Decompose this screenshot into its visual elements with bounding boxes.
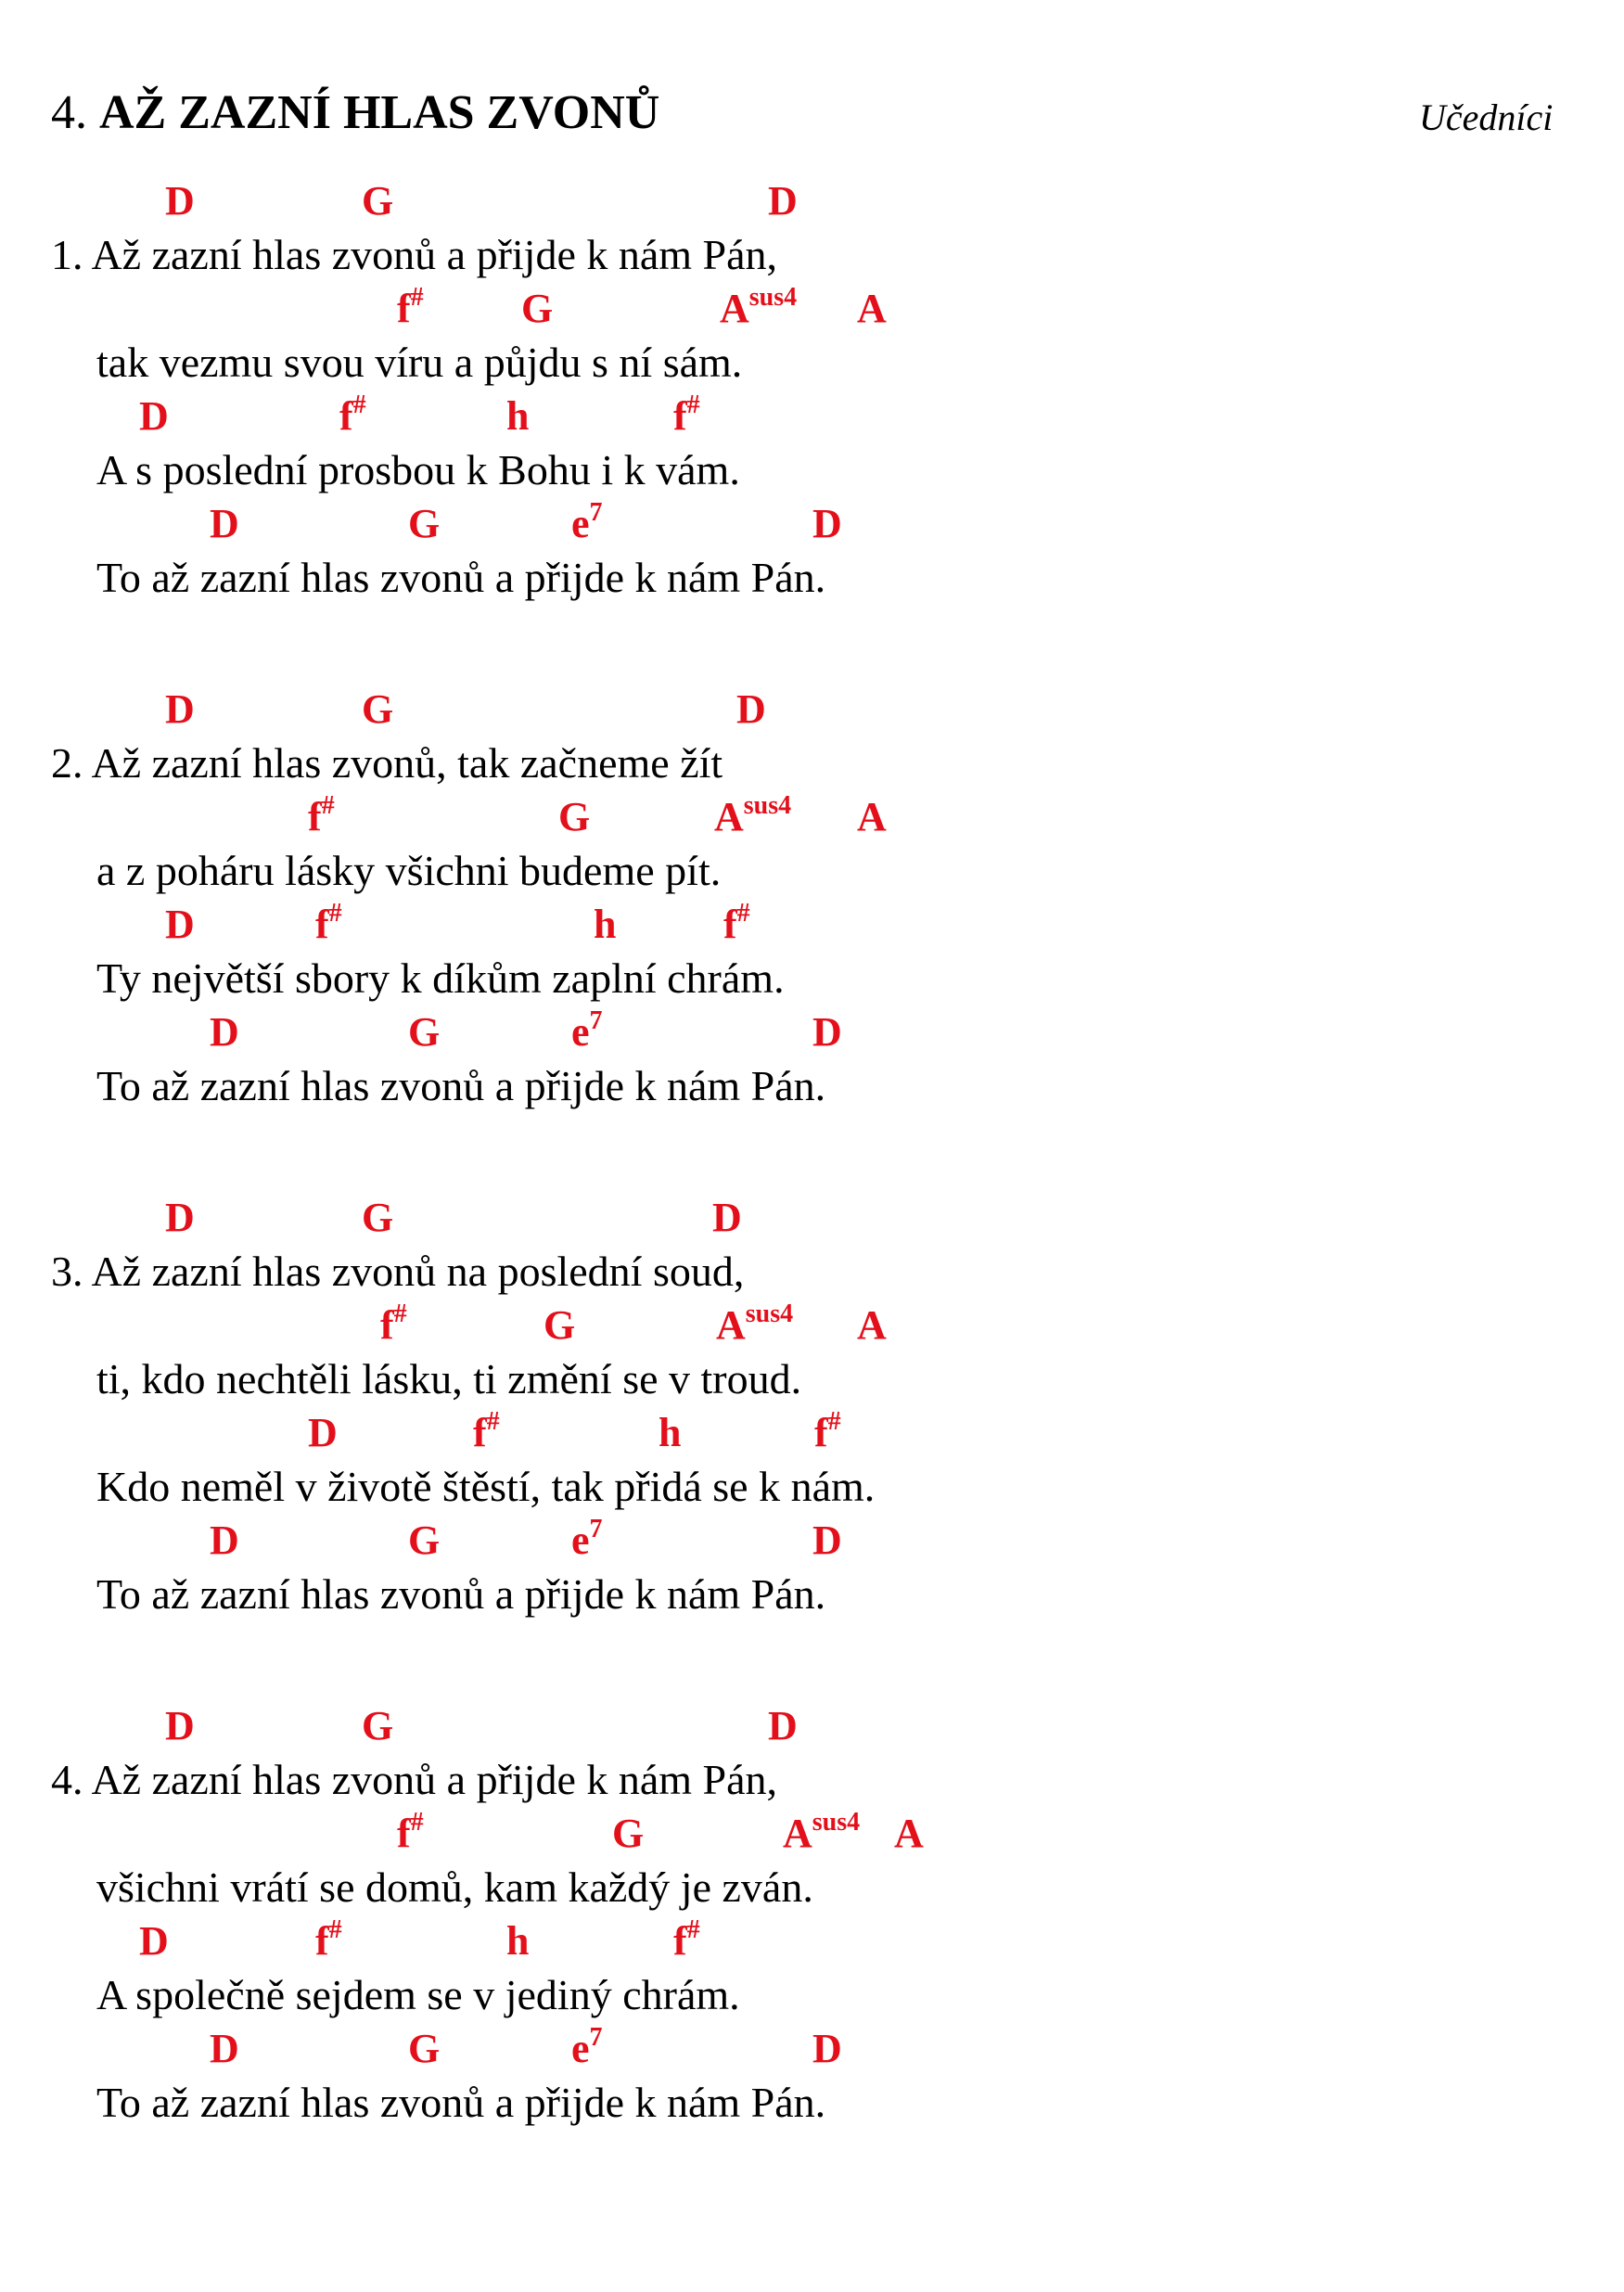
chord: f#: [673, 1915, 700, 1964]
chord: D: [812, 501, 842, 546]
chord: D: [308, 1410, 338, 1455]
chord: D: [165, 1195, 195, 1240]
chord: G: [543, 1302, 576, 1348]
chord: h: [659, 1410, 682, 1455]
chord: h: [506, 393, 530, 439]
chord: G: [612, 1811, 645, 1856]
chord: A: [857, 286, 887, 331]
chord: D: [812, 2026, 842, 2071]
song-heading: [51, 85, 659, 141]
chord: G: [408, 2026, 441, 2071]
song-number: 4.: [51, 86, 87, 139]
chord: f#: [339, 391, 366, 439]
chord: D: [139, 1918, 169, 1964]
chord: f#: [315, 1915, 342, 1964]
chord: D: [165, 686, 195, 732]
chord: f#: [380, 1300, 407, 1348]
lyric-line: To až zazní hlas zvonů a přijde k nám Pán.: [96, 2079, 826, 2126]
chord: D: [210, 501, 239, 546]
lyric-line: tak vezmu svou víru a půjdu s ní sám.: [96, 339, 743, 386]
chord: h: [594, 902, 617, 947]
chord: G: [362, 178, 394, 224]
chord: G: [362, 686, 394, 732]
chord: D: [812, 1517, 842, 1563]
chord: $e^7$: [571, 1006, 603, 1055]
chord: f#: [473, 1407, 500, 1455]
lyric-line: Ty největší sbory k díkům zaplní chrám.: [96, 954, 785, 1002]
chord: G: [362, 1195, 394, 1240]
chord: f#: [397, 1808, 424, 1856]
chord: f#: [723, 899, 750, 947]
chord: D: [768, 1703, 798, 1748]
chord: D: [139, 393, 169, 439]
chord: A: [894, 1811, 924, 1856]
chord: f#: [814, 1407, 841, 1455]
chord: D: [812, 1009, 842, 1055]
lyric-line: všichni vrátí se domů, kam každý je zván.: [96, 1863, 813, 1911]
chord: D: [768, 178, 798, 224]
chord: D: [712, 1195, 742, 1240]
lyric-line: A s poslední prosbou k Bohu i k vám.: [96, 446, 740, 493]
chord: f#: [308, 791, 335, 839]
chord: $e^7$: [571, 498, 603, 546]
chord: D: [210, 1517, 239, 1563]
chord: G: [362, 1703, 394, 1748]
chord: $e^7$: [571, 1515, 603, 1563]
lyric-line: To až zazní hlas zvonů a přijde k nám Pán.: [96, 554, 826, 601]
chord: G: [408, 501, 441, 546]
chord: D: [165, 902, 195, 947]
chord: G: [408, 1009, 441, 1055]
lyric-line: a z poháru lásky všichni budeme pít.: [96, 847, 722, 894]
chord: G: [408, 1517, 441, 1563]
song-author: Učedníci: [1419, 96, 1554, 138]
chord: G: [558, 794, 591, 839]
lyric-line: ti, kdo nechtěli lásku, ti změní se v troud.: [96, 1355, 802, 1402]
chord: G: [521, 286, 554, 331]
song-title: AŽ ZAZNÍ HLAS ZVONŮ: [99, 86, 660, 139]
lyric-line: To až zazní hlas zvonů a přijde k nám Pán.: [96, 1570, 826, 1618]
chord: D: [736, 686, 766, 732]
lyric-line: A společně sejdem se v jediný chrám.: [96, 1971, 740, 2018]
chord: $A^{sus4}$: [720, 283, 798, 331]
chord: h: [506, 1918, 530, 1964]
lyric-line: 1. Až zazní hlas zvonů a přijde k nám Pán,: [51, 231, 778, 278]
chord: D: [165, 1703, 195, 1748]
lyric-line: 4. Až zazní hlas zvonů a přijde k nám Pán,: [51, 1756, 778, 1803]
chord: A: [857, 794, 887, 839]
chord: D: [210, 2026, 239, 2071]
chord: A: [857, 1302, 887, 1348]
chord: $A^{sus4}$: [716, 1300, 794, 1348]
chord: $A^{sus4}$: [783, 1808, 861, 1856]
chord: D: [165, 178, 195, 224]
chord: f#: [397, 283, 424, 331]
lyric-line: 3. Až zazní hlas zvonů na poslední soud,: [51, 1248, 745, 1295]
chord: f#: [673, 391, 700, 439]
chord: $A^{sus4}$: [714, 791, 792, 839]
lyric-line: To až zazní hlas zvonů a přijde k nám Pán.: [96, 1062, 826, 1109]
chord: D: [210, 1009, 239, 1055]
chord: $e^7$: [571, 2023, 603, 2071]
chord: f#: [315, 899, 342, 947]
lyric-line: 2. Až zazní hlas zvonů, tak začneme žít: [51, 739, 723, 787]
lyric-line: Kdo neměl v životě štěstí, tak přidá se k nám.: [96, 1463, 876, 1510]
